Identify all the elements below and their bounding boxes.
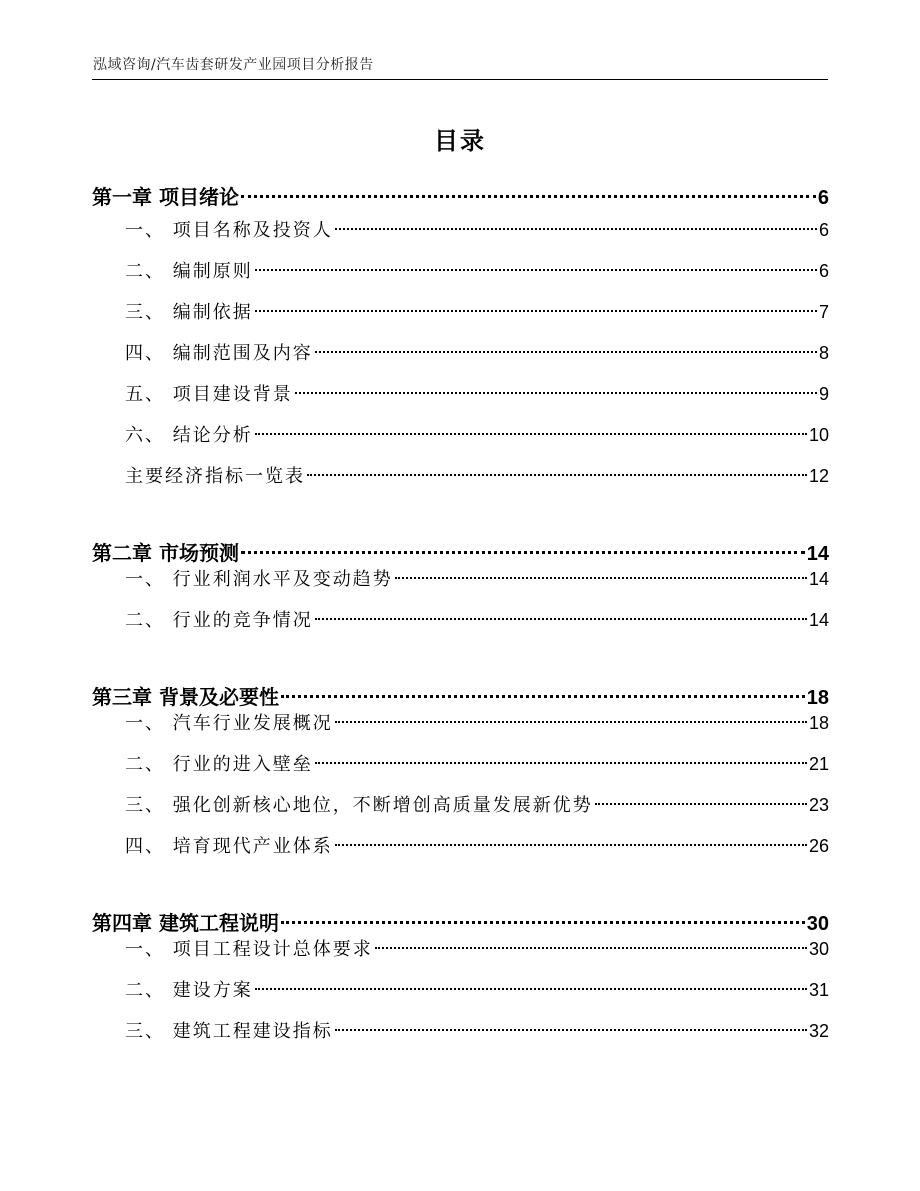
dot-leader bbox=[335, 1029, 807, 1031]
dot-leader bbox=[335, 721, 807, 723]
dot-leader bbox=[255, 310, 817, 312]
toc-page-number: 7 bbox=[818, 302, 829, 322]
toc-entry-text: 六、 结论分析 bbox=[125, 425, 253, 446]
toc-entry-text: 一、 行业利润水平及变动趋势 bbox=[125, 569, 393, 590]
toc-page-number: 18 bbox=[808, 713, 829, 733]
toc-page-number: 30 bbox=[808, 939, 829, 959]
dot-leader bbox=[335, 228, 817, 230]
toc-section[interactable] bbox=[125, 298, 829, 326]
toc-section[interactable] bbox=[125, 791, 829, 819]
toc-chapter[interactable] bbox=[92, 183, 829, 211]
toc-entry-text: 第四章 建筑工程说明 bbox=[92, 911, 279, 935]
toc-section[interactable] bbox=[125, 257, 829, 285]
toc-page-number: 23 bbox=[808, 795, 829, 815]
dot-leader bbox=[335, 844, 807, 846]
toc-page-number: 14 bbox=[808, 610, 829, 630]
dot-leader bbox=[295, 392, 817, 394]
toc-page-number: 6 bbox=[818, 261, 829, 281]
toc-page-number: 14 bbox=[808, 569, 829, 589]
toc-section[interactable] bbox=[125, 1017, 829, 1045]
toc-page-number: 8 bbox=[818, 343, 829, 363]
toc-entry-text: 一、 汽车行业发展概况 bbox=[125, 713, 333, 734]
toc-entry-text: 三、 建筑工程建设指标 bbox=[125, 1021, 333, 1042]
toc-entry-text: 三、 强化创新核心地位，不断增创高质量发展新优势 bbox=[125, 795, 593, 816]
toc-page-number: 9 bbox=[818, 384, 829, 404]
toc-section[interactable] bbox=[125, 935, 829, 963]
toc-section[interactable] bbox=[125, 462, 829, 490]
toc-chapter[interactable] bbox=[92, 539, 829, 567]
toc-entry-text: 二、 行业的进入壁垒 bbox=[125, 754, 313, 775]
dot-leader bbox=[307, 474, 807, 476]
toc-entry-text: 一、 项目名称及投资人 bbox=[125, 220, 333, 241]
toc-section[interactable] bbox=[125, 606, 829, 634]
page-title: 目录 bbox=[434, 127, 486, 155]
toc-entry-text: 第一章 项目绪论 bbox=[92, 185, 239, 209]
dot-leader bbox=[595, 803, 807, 805]
toc-section[interactable] bbox=[125, 832, 829, 860]
toc-page-number: 21 bbox=[808, 754, 829, 774]
dot-leader bbox=[375, 947, 807, 949]
toc-entry-text: 五、 项目建设背景 bbox=[125, 384, 293, 405]
toc-section[interactable] bbox=[125, 421, 829, 449]
toc-section[interactable] bbox=[125, 339, 829, 367]
dot-leader bbox=[241, 551, 805, 554]
dot-leader bbox=[255, 269, 817, 271]
toc-entry-text: 一、 项目工程设计总体要求 bbox=[125, 939, 373, 960]
toc-page-number: 32 bbox=[808, 1021, 829, 1041]
toc-page-number: 6 bbox=[817, 187, 829, 209]
toc-page-number: 6 bbox=[818, 220, 829, 240]
toc-section[interactable] bbox=[125, 565, 829, 593]
toc-page-number: 31 bbox=[808, 980, 829, 1000]
toc-page-number: 10 bbox=[808, 425, 829, 445]
dot-leader bbox=[281, 695, 805, 698]
toc-section[interactable] bbox=[125, 709, 829, 737]
toc-chapter[interactable] bbox=[92, 909, 829, 937]
dot-leader bbox=[255, 988, 807, 990]
toc-entry-text: 四、 培育现代产业体系 bbox=[125, 836, 333, 857]
toc-page-number: 26 bbox=[808, 836, 829, 856]
dot-leader bbox=[241, 195, 816, 198]
dot-leader bbox=[255, 433, 807, 435]
dot-leader bbox=[315, 351, 817, 353]
toc-page-number: 14 bbox=[806, 543, 829, 565]
toc-entry-text: 第三章 背景及必要性 bbox=[92, 685, 279, 709]
toc-section[interactable] bbox=[125, 380, 829, 408]
toc-entry-text: 第二章 市场预测 bbox=[92, 541, 239, 565]
dot-leader bbox=[315, 762, 807, 764]
toc-section[interactable] bbox=[125, 216, 829, 244]
running-header: 泓域咨询/汽车齿套研发产业园项目分析报告 bbox=[93, 57, 374, 73]
toc-section[interactable] bbox=[125, 750, 829, 778]
toc-entry-text: 二、 建设方案 bbox=[125, 980, 253, 1001]
toc-page-number: 12 bbox=[808, 466, 829, 486]
toc-entry-text: 二、 编制原则 bbox=[125, 261, 253, 282]
toc-chapter[interactable] bbox=[92, 683, 829, 711]
toc-section[interactable] bbox=[125, 976, 829, 1004]
toc-page-number: 18 bbox=[806, 687, 829, 709]
dot-leader bbox=[395, 577, 807, 579]
dot-leader bbox=[281, 921, 805, 924]
toc-page-number: 30 bbox=[806, 913, 829, 935]
dot-leader bbox=[315, 618, 807, 620]
toc-entry-text: 三、 编制依据 bbox=[125, 302, 253, 323]
toc-entry-text: 主要经济指标一览表 bbox=[125, 466, 305, 487]
toc-entry-text: 四、 编制范围及内容 bbox=[125, 343, 313, 364]
toc-entry-text: 二、 行业的竞争情况 bbox=[125, 610, 313, 631]
